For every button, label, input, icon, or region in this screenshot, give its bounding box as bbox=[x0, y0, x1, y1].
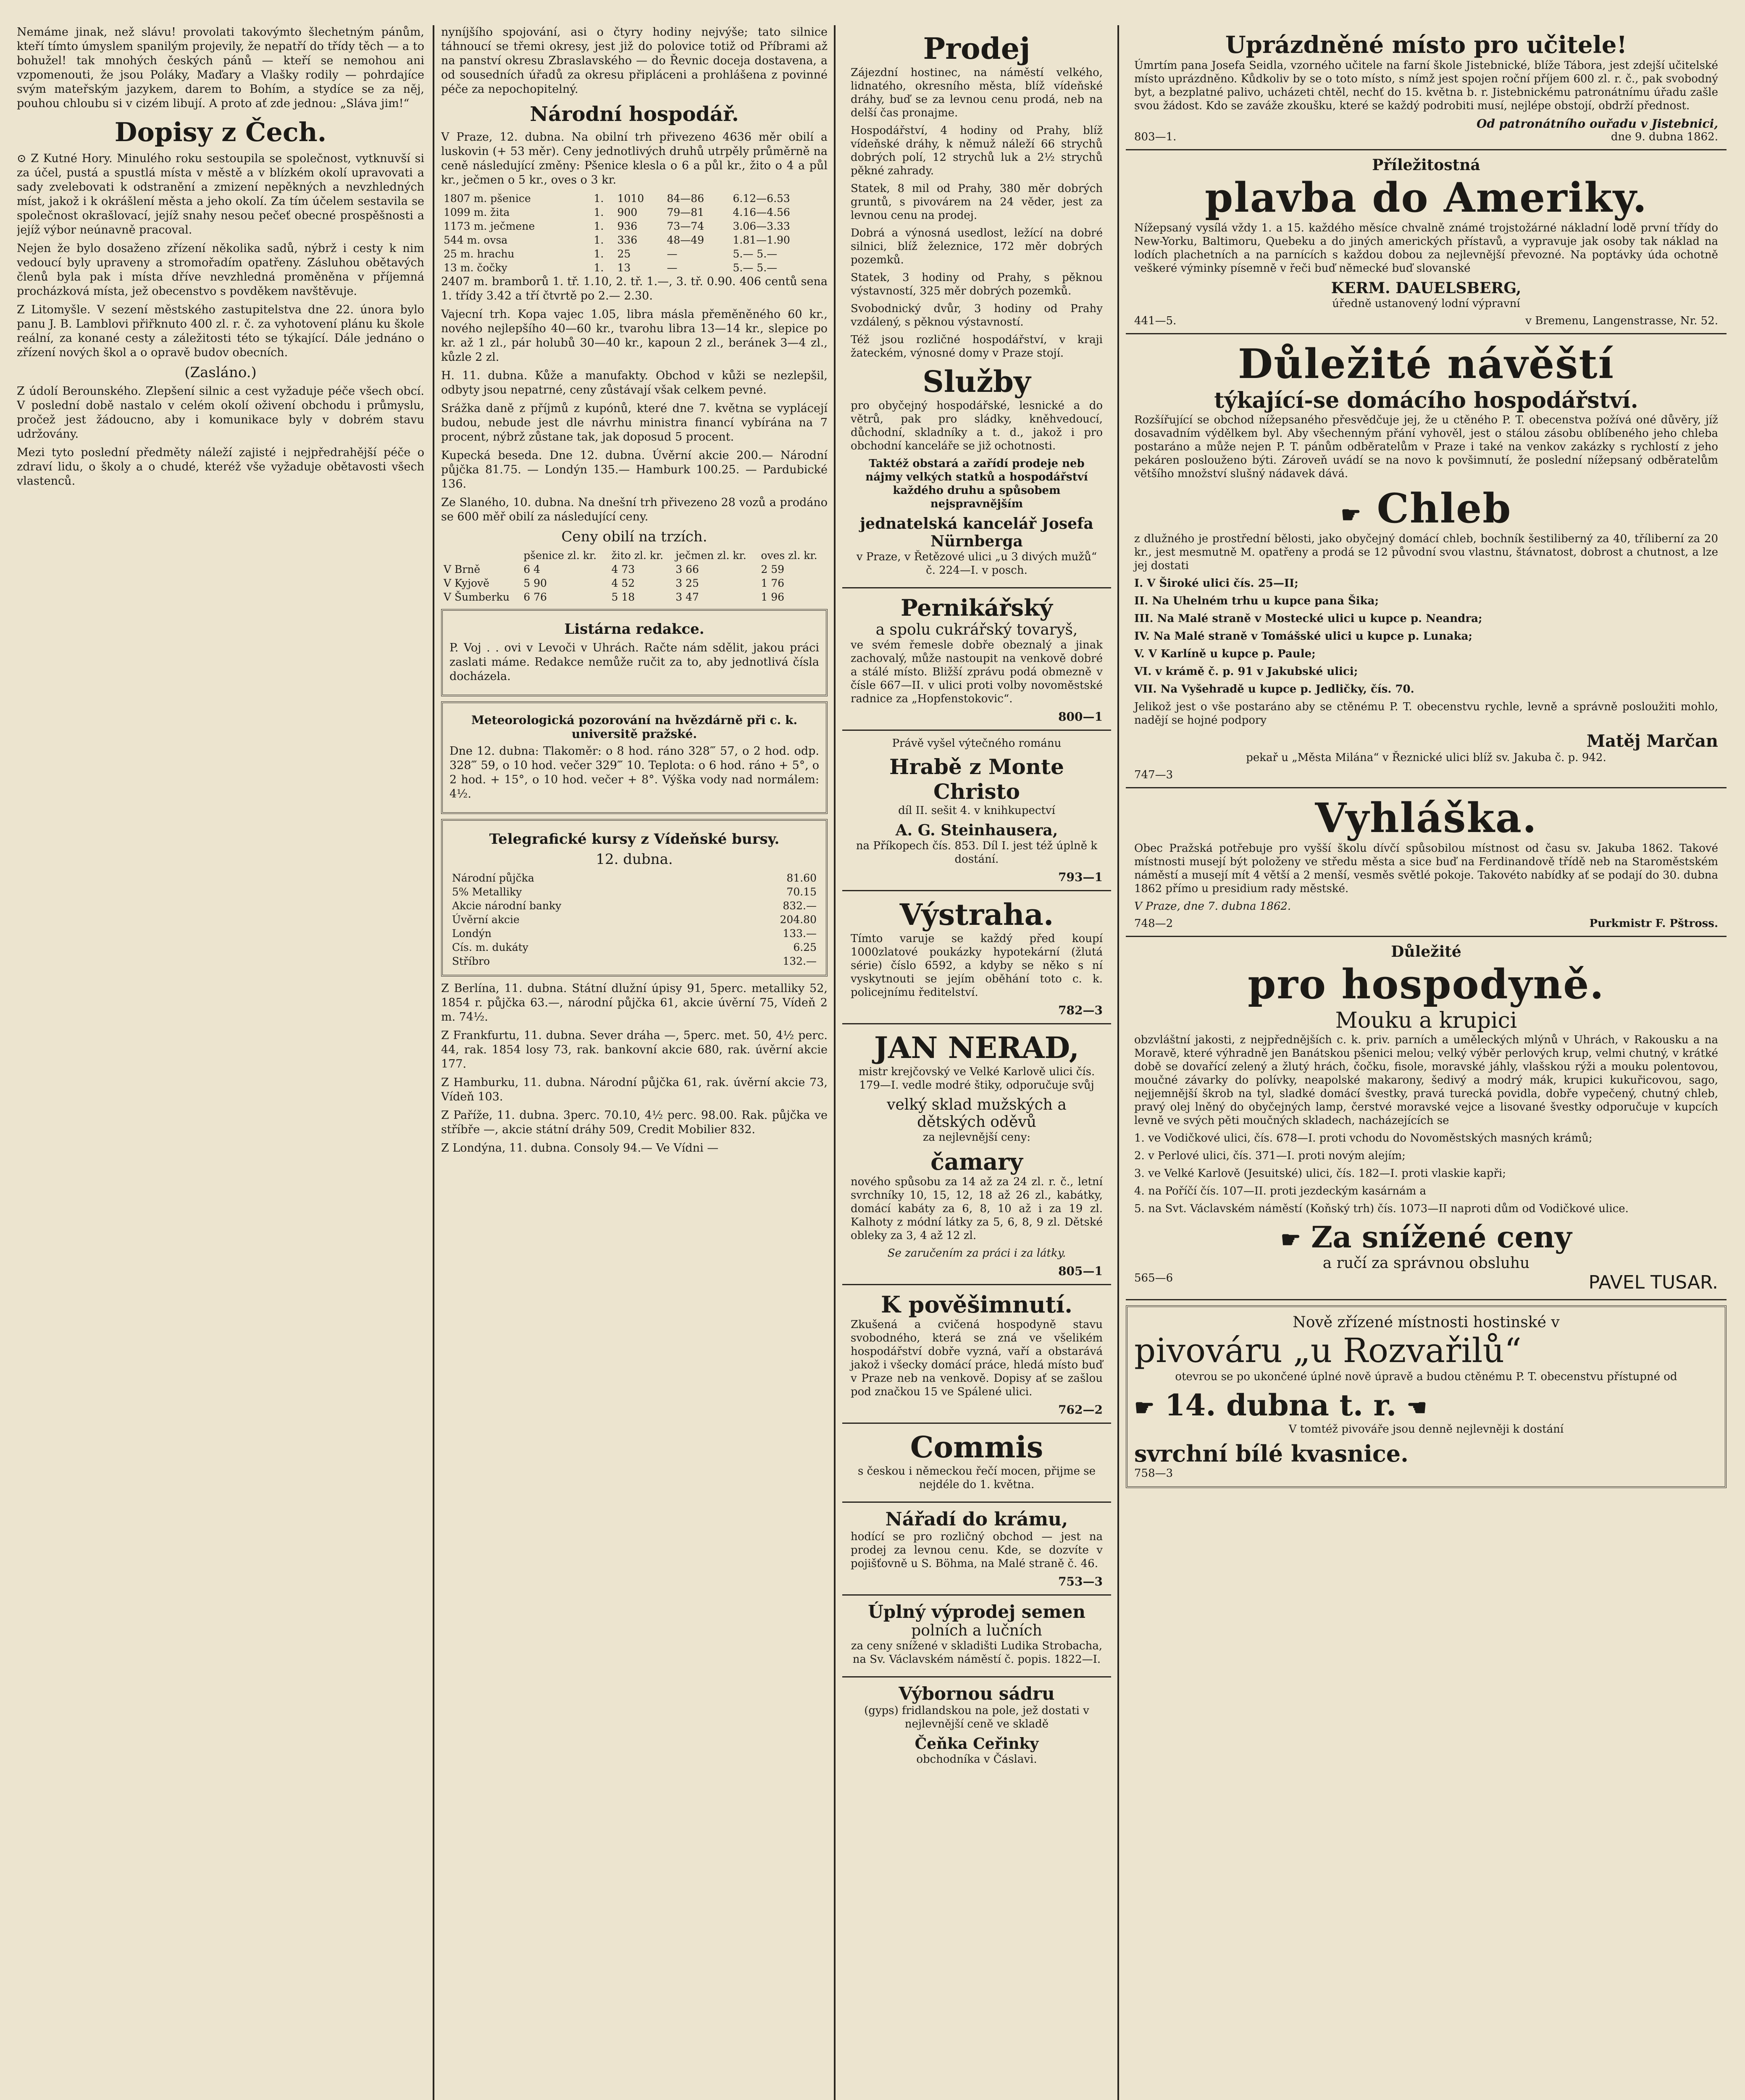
pointing-hand-icon: ☛ bbox=[1134, 1394, 1155, 1421]
ad-title: Nářadí do krámu, bbox=[885, 1509, 1068, 1530]
list-item: 1. ve Vodičkové ulici, čís. 678—I. proti vchodu do Novoměstských masných krámů; bbox=[1134, 1132, 1593, 1144]
ad-text: Jelikož jest o vše postaráno aby se ctěnému P. T. obecenstvu rychle, levně a správně posloužiti mohlo, nadějí se hojné podpory bbox=[1134, 701, 1718, 727]
ad-firm: PAVEL TUSAR. bbox=[1588, 1272, 1718, 1293]
ad-firm: Matěj Marčan bbox=[1586, 731, 1718, 751]
list-item: VII. Na Vyšehradě u kupce p. Jedličky, čís. 70. bbox=[1134, 683, 1414, 696]
ad-ucitel bbox=[1126, 25, 1727, 150]
ad-signature: Od patronátního ouřadu v Jistebnici, bbox=[1476, 117, 1718, 131]
table-header-row: pšenice zl. kr. žito zl. kr. ječmen zl. kr. oves zl. kr. bbox=[523, 549, 817, 562]
ad-item: Statek, 8 mil od Prahy, 380 měr dobrých gruntů, s pivovárem na 24 věder, jest za levnou cenu na prodej. bbox=[851, 182, 1103, 222]
table-row: V Brně 6 4 4 73 3 66 2 59 bbox=[444, 563, 785, 575]
column-3 bbox=[842, 25, 1111, 1776]
paragraph: Mezi tyto poslední předměty náleží zajisté i nejpředrahější péče o zdraví lidu, o školy a o chudé, kteréž vše vyžaduje obětavosti všech vlastenců. bbox=[17, 446, 424, 488]
table-row: Stříbro 132.— bbox=[452, 955, 817, 967]
paragraph: Srážka daně z příjmů z kupónů, které dne 7. května se vyplácejí budou, nebude jest dle návrhu ministra financí vybírána na 7 procent, nýbrž zůstane tak, jak doposud 5 procent. bbox=[441, 402, 828, 444]
ad-pretitle: Důležité bbox=[1391, 943, 1461, 961]
ad-footer bbox=[1134, 131, 1718, 143]
ad-number: 748—2 bbox=[1134, 917, 1173, 930]
ad-text: Taktéž obstará a zařídí prodeje neb nájmy velkých statků a hospodářství každého druhu a spůsobem nejspravnějším bbox=[865, 457, 1088, 510]
ad-address: pekař u „Města Milána“ v Řeznické ulici blíž sv. Jakuba č. p. 942. bbox=[1246, 751, 1606, 764]
list-item: I. V Široké ulici čís. 25—II; bbox=[1134, 577, 1298, 590]
ad-firm: A. G. Steinhausera, bbox=[895, 822, 1058, 839]
column-divider bbox=[433, 25, 434, 2100]
table-row: Úvěrní akcie 204.80 bbox=[452, 914, 817, 926]
ad-number: 753—3 bbox=[1058, 1575, 1103, 1588]
ad-footer bbox=[1134, 1272, 1718, 1293]
ad-title: Vyhláška. bbox=[1315, 794, 1537, 842]
ad-text: obzvláštní jakosti, z nejpřednějších c. k. priv. parních a uměleckých mlýnů v Uhrách, v Rakousku a na Moravě, které výhradně jen Banátskou pšenici melou; velký výběr perlových krup, velmi chutný, v krátké době se dovařící zelený a žlutý hrách, čočku, fisole, moravské jáhly, vlašskou rýži a mouku polentovou, moučné závarky do polívky, neapolské makarony, šedivý a modrý mák, krupici kukuřicovou, sago, nejjemnější škrob na tyl, sladké domácí švestky, pravá turecká povidla, dobře vypečený, chutný chleb, pravý olej lněný do obyčejných lamp, čerstvé moravské vejce a lisované švestky odporučuje v kupcích levně ve svých pěti moučných skladech, nacházejících se bbox=[1134, 1034, 1718, 1127]
foreign-report: Z Frankfurtu, 11. dubna. Sever dráha —, 5perc. met. 50, 4½ perc. 44, rak. 1854 losy 73, rak. bankovní akcie 680, rak. úvěrní akcie 177. bbox=[441, 1029, 828, 1071]
meteo-text: Dne 12. dubna: Tlakoměr: o 8 hod. ráno 328‴ 57, o 2 hod. odp. 328‴ 59, o 10 hod. večer 329‴ 10. Teplota: o 6 hod. ráno + 5°, o 2 hod. + 15°, o 10 hod. večer + 8°. Výška vody nad normálem: 4½. bbox=[449, 745, 819, 801]
foreign-report: Z Hamburku, 11. dubna. Národní půjčka 61, rak. úvěrní akcie 73, Vídeň 103. bbox=[441, 1076, 828, 1103]
ad-guarantee: Se zaručením za práci i za látky. bbox=[887, 1247, 1066, 1260]
ad-pretitle: Příležitostná bbox=[1372, 156, 1480, 174]
ad-number: 441—5. bbox=[1134, 315, 1177, 327]
list-item: V. V Karlíně u kupce p. Paule; bbox=[1134, 648, 1316, 660]
ad-item: Zájezdní hostinec, na náměstí velkého, lidnatého, okresního města, blíž vídeňské dráhy, buď se za levnou cenu prodá, neb na delší čas pronajme. bbox=[851, 66, 1103, 119]
column-4 bbox=[1126, 25, 1727, 1493]
ad-pretitle: Nově zřízené místnosti hostinské v bbox=[1293, 1314, 1560, 1331]
ad-pernikar bbox=[842, 588, 1111, 731]
ad-text: otevrou se po ukončené úplné nově úpravě a budou ctěnému P. T. obecenstvu přístupné od bbox=[1175, 1370, 1677, 1383]
intro-text: Nemáme jinak, než slávu! provolati takovýmto šlechetným pánům, kteří tímto úmyslem spanilým projevily, že nepatří do třídy těch — a to bohužel! tak mnohých českých pánů — kteří se nemohou ani vzpomenouti, že jsou Poláky, Maďary a Vlašky rodily — pohrdajíce svým mateřským jazykem, darem to Bohím, a stydíce se za něj, pouhou chloubu si v cizém libují. A proto ať zde jednou: „Sláva jim!“ bbox=[17, 26, 424, 110]
ad-address: obchodníka v Čáslavi. bbox=[916, 1753, 1037, 1766]
ad-item: Statek, 3 hodiny od Prahy, s pěknou výstavností, 325 měr dobrých pozemků. bbox=[851, 271, 1103, 297]
ad-text: z dlužného je prostřední bělosti, jako obyčejný domácí chleb, bochník šestiliberný za 40, tříliberní za 20 kr., jest mesmutně M. opatřeny a prodá se 12 původní svou vlastnu, štávnatost, dobrost a chutnost, a lze jej dostati bbox=[1134, 533, 1718, 572]
ad-title: Commis bbox=[910, 1430, 1043, 1465]
ad-number: 782—3 bbox=[1058, 1003, 1103, 1017]
listarna-text: P. Voj . . ovi v Levoči v Uhrách. Račte nám sdělit, jakou práci zaslati máme. Redakce nemůže ručit za to, aby jednotlivá čísla docházela. bbox=[449, 641, 819, 683]
list-item: III. Na Malé straně v Mostecké ulici u kupce p. Neandra; bbox=[1134, 612, 1482, 625]
market-table bbox=[441, 192, 828, 275]
ad-subtitle: polních a lučních bbox=[911, 1622, 1042, 1639]
ad-text: pro obyčejný hospodářské, lesnické a do větrů, pak pro sládky, kněhvedoucí, důchodní, skladníky a t. d., jakož i pro obchodní kanceláře se již ochotnosti. bbox=[851, 399, 1103, 452]
ad-naradi bbox=[842, 1503, 1111, 1596]
ad-firm: KERM. DAUELSBERG, bbox=[1331, 279, 1522, 297]
ad-text: díl II. sešit 4. v knihkupectví bbox=[898, 804, 1055, 817]
list-item: 3. ve Velké Karlově (Jesuitské) ulici, čís. 182—I. proti vlaskie kapři; bbox=[1134, 1167, 1506, 1180]
table-row: Akcie národní banky 832.— bbox=[452, 900, 817, 912]
ad-text: Nížepsaný vysílá vždy 1. a 15. každého měsíce chvalně známé trojstožárné nákladní lodě první třídy do New-Yorku, Baltimoru, Quebeku a do jiných amerických přístavů, a vypravuje jak osoby tak náklad na lodích plachetních a na parnících s každou dobou za nejlevnější převozné. Na poptávky úda ochotně veškeré výminky písemně v řeči buď německé buď slovanské bbox=[1134, 222, 1718, 275]
ad-vystraha bbox=[842, 891, 1111, 1024]
ad-text: Obec Pražská potřebuje pro vyšší školu dívčí spůsobilou místnost od času sv. Jakuba 1862. Takové místnosti musejí být položeny ve středu města a sice buď na Ferdinandově třídě neb na Staroměstském náměstí a musejí mít 4 větší a 2 menší, vesměs světlé pokoje. Takovéto nabídky ať se podají do 30. dubna 1862 přímo u presidium rady městské. bbox=[1134, 842, 1718, 895]
table-row: 5% Metalliky 70.15 bbox=[452, 886, 817, 898]
ad-text: nového spůsobu za 14 až za 24 zl. r. č., letní svrchníky 10, 15, 12, 18 až 26 zl., kabátky, domácí kabáty za 6, 8, 10 až i za 19 zl. Kalhoty z módní látky za 5, 6, 8, 9 zl. Dětské obleky za 3, 4 až 12 zl. bbox=[851, 1176, 1103, 1242]
ad-title: Výbornou sádru bbox=[899, 1683, 1055, 1704]
ad-subtitle: velký sklad mužských a dětských oděvů bbox=[887, 1096, 1067, 1131]
bourse-table bbox=[449, 871, 819, 968]
ad-amerika bbox=[1126, 150, 1727, 334]
market-intro: V Praze, 12. dubna. Na obilní trh přivezeno 4636 měr obilí a luskovin (+ 53 měr). Ceny jednotlivých druhů utrpěly průměrně na ceně následující změny: Pšenice klesla o 6 a půl kr., žito o 4 a půl kr., ječmen o 5 kr., oves o 3 kr. bbox=[441, 131, 828, 186]
ad-title: Uprázdněné místo pro učitele! bbox=[1225, 31, 1627, 59]
meteo-title: Meteorologická pozorování na hvězdárně při c. k. universitě pražské. bbox=[471, 713, 798, 741]
table-row: Národní půjčka 81.60 bbox=[452, 872, 817, 884]
ad-text: ve svém řemesle dobře obeznalý a jinak zachovalý, může nastoupit na venkově dobré a stálé místo. Bližší zprávu podá obmezně v čísle 667—II. v ulici proti volby novoměstské radnice za „Hopfenstokovic“. bbox=[851, 639, 1103, 705]
ad-highlight: svrchní bílé kvasnice. bbox=[1134, 1440, 1409, 1467]
table-row: V Šumberku 6 76 5 18 3 47 1 96 bbox=[444, 591, 785, 603]
ad-subtitle: úředně ustanovený lodní výpravní bbox=[1332, 297, 1520, 310]
ad-title: Výstraha. bbox=[899, 897, 1054, 932]
ad-subtitle: Mouku a krupici bbox=[1335, 1008, 1517, 1033]
ad-firm: jednatelská kancelář Josefa Nürnberga bbox=[860, 515, 1093, 550]
paragraph: Z údolí Berounského. Zlepšení silnic a cest vyžaduje péče všech obcí. V poslední době nastalo v celém okolí oživení obchodu i průmyslu, pročež jest žádoucno, aby i komunikace byly v dobrém stavu udržovány. bbox=[17, 385, 424, 441]
ad-title: JAN NERAD, bbox=[874, 1030, 1080, 1065]
section-title-narodni-hospodar: Národní hospodář. bbox=[530, 102, 739, 126]
table-row: 544 m. ovsa 1. 336 48—49 1.81—1.90 bbox=[444, 234, 790, 246]
ad-commis bbox=[842, 1424, 1111, 1503]
ad-item: Dobrá a výnosná usedlost, ležící na dobré silnici, blíž železnice, 172 měr dobrých pozemků. bbox=[851, 227, 1103, 266]
ad-slogan bbox=[1134, 1220, 1718, 1255]
column-divider bbox=[1117, 25, 1119, 2100]
zaslano-title: (Zasláno.) bbox=[184, 364, 257, 381]
ad-address: v Bremenu, Langenstrasse, Nr. 52. bbox=[1525, 315, 1718, 327]
ad-number: 565—6 bbox=[1134, 1272, 1173, 1284]
paragraph: Nejen že bylo dosaženo zřízení několika sadů, nýbrž i cesty k nim vedoucí byly upraveny a stromořadím opatřeny. Zásluhou obětavých členů byla pak i místa dříve nevzhledná proměněna v příjemná procházková místa, jež obecenstvo s povděkem navštěvuje. bbox=[17, 242, 424, 298]
column-1 bbox=[17, 25, 424, 493]
ad-title: pivováru „u Rozvařilů“ bbox=[1134, 1331, 1522, 1370]
ad-text: s českou i německou řečí mocen, přijme se nejdéle do 1. května. bbox=[857, 1465, 1096, 1491]
bourse-date: 12. dubna. bbox=[596, 851, 673, 868]
ad-title: K pověšimnutí. bbox=[880, 1291, 1073, 1318]
ad-vyhlaska bbox=[1126, 788, 1727, 937]
intro-text: nyníjšího spojování, asi o čtyry hodiny nejvýše; tato silnice táhnoucí se třemi okresy, jest již do polovice totiž od Příbrami až na panství okresu Zbraslavského — do Řevnic doceja dostavena, a od sousedních úřadů za okresu připláceni a prohlášena z povinné péče za nepochopitelný. bbox=[441, 26, 828, 96]
ad-number: 747—3 bbox=[1134, 769, 1173, 781]
paragraph: Vajecní trh. Kopa vajec 1.05, libra másla přeměněného 60 kr., nového nejlepšího 40—60 kr., tvarohu libra 13—14 kr., slepice po kr. až 1 zl., pár holubů 30—40 kr., kapoun 2 zl., beránek 3—4 zl., kůzle 2 zl. bbox=[441, 308, 828, 364]
ad-pivovar bbox=[1126, 1305, 1727, 1488]
ad-hospodyne bbox=[1126, 937, 1727, 1300]
ad-text: za nejlevnější ceny: bbox=[922, 1131, 1031, 1144]
ad-title: Prodej bbox=[923, 31, 1030, 66]
paragraph: Kupecká beseda. Dne 12. dubna. Úvěrní akcie 200.— Národní půjčka 81.75. — Londýn 135.— Hamburk 100.25. — Pardubické 136. bbox=[441, 449, 828, 491]
ad-subtitle: a spolu cukrářský tovaryš, bbox=[875, 621, 1078, 638]
grain-prices-title: Ceny obilí na trzích. bbox=[561, 528, 707, 545]
ad-title: Hrabě z Monte Christo bbox=[889, 754, 1064, 804]
list-item: 5. na Svt. Václavském náměstí (Koňský trh) čís. 1073—II naproti dům od Vodičkové ulice. bbox=[1134, 1202, 1629, 1215]
ad-text: Rozšířující se obchod nížepsaného přesvědčuje jej, že u ctěného P. T. obecenstva požívá oné důvěry, jíž dosavadním výdělkem byl. Aby všechenným přání vyhověl, jest o stálou zásobu oblíbeného jeho chleba postaráno a může nejen P. T. pánům odběratelům v Praze i také na venkov zakázky s rychlostí z jeho pekáren poslouženo býti. Zároveň uvádí se na novo k povšimnutí, že poslední nížepsaný odběratelům většího množství slušný nádavek dává. bbox=[1134, 414, 1718, 480]
ad-title: plavba do Ameriky. bbox=[1205, 174, 1648, 221]
ad-item: Též jsou rozličné hospodářství, v kraji žateckém, výnosné domy v Praze stojí. bbox=[851, 333, 1103, 360]
ad-vyprodej bbox=[842, 1596, 1111, 1677]
ad-text: mistr krejčovský ve Velké Karlově ulici čís. 179—I. vedle modré štiky, odporučuje svůj bbox=[858, 1066, 1095, 1092]
ad-title: Pernikářský bbox=[901, 594, 1053, 621]
ad-title: Důležité návěští bbox=[1238, 340, 1615, 388]
foreign-report: Z Paříže, 11. dubna. 3perc. 70.10, 4½ perc. 98.00. Rak. půjčka ve stříbře —, akcie státní dráhy 509, Credit Mobilier 832. bbox=[441, 1109, 828, 1136]
table-row: 1173 m. ječmene 1. 936 73—74 3.06—3.33 bbox=[444, 220, 790, 232]
ad-date: dne 9. dubna 1862. bbox=[1611, 131, 1718, 143]
ad-text: za ceny snížené v skladišti Ludika Strobacha, na Sv. Václavském náměstí č. popis. 1822—I. bbox=[851, 1640, 1103, 1666]
ad-number: 758—3 bbox=[1134, 1467, 1173, 1480]
ad-address: na Příkopech čís. 853. Díl I. jest též úplně k dostání. bbox=[856, 840, 1098, 866]
table-row: 1807 m. pšenice 1. 1010 84—86 6.12—6.53 bbox=[444, 192, 790, 205]
pointing-hand-icon: ☛ bbox=[1280, 1226, 1301, 1253]
ad-sadra bbox=[842, 1677, 1111, 1776]
section-title-dopisy: Dopisy z Čech. bbox=[114, 117, 327, 147]
ad-footer bbox=[1134, 917, 1718, 930]
ad-jan-nerad bbox=[842, 1024, 1111, 1285]
ad-number: 800—1 bbox=[1058, 710, 1103, 724]
foreign-report: Z Londýna, 11. dubna. Consoly 94.— Ve Vídni — bbox=[441, 1142, 719, 1155]
paragraph: Z Litomyšle. V sezení městského zastupitelstva dne 22. února bylo panu J. B. Lamblovi přiřknuto 400 zl. r. č. za vyhotovení plánu ku škole reální, za konané cesty a záležitosti této se týkající. Dále jednáno o zřízení nových škol a o opravě budov obecních. bbox=[17, 303, 424, 359]
table-row: Londýn 133.— bbox=[452, 927, 817, 940]
table-row: V Kyjově 5 90 4 52 3 25 1 76 bbox=[444, 577, 785, 589]
ad-title: Úplný výprodej semen bbox=[868, 1601, 1085, 1622]
chleb-title: Chleb bbox=[1377, 485, 1512, 532]
ad-slogan-sub: a ručí za správnou obsluhu bbox=[1322, 1255, 1530, 1272]
slogan-text: Za snížené ceny bbox=[1311, 1220, 1572, 1255]
ad-chleb bbox=[1126, 334, 1727, 788]
ad-text: Tímto varuje se každý před koupí 1000zlatové poukázky hypotekární (žlutá série) číslo 6592, a kdyby se něko s ní vyskytnouti se jejím oběhání toto c. k. policejnímu ředitelství. bbox=[851, 932, 1103, 999]
ad-number: 762—2 bbox=[1058, 1403, 1103, 1417]
ad-monte-christo bbox=[842, 731, 1111, 891]
listarna-title: Listárna redakce. bbox=[564, 621, 704, 638]
ad-subtitle: týkající-se domácího hospodářství. bbox=[1214, 388, 1638, 413]
ad-number: 805—1 bbox=[1058, 1264, 1103, 1278]
market-after: 2407 m. bramborů 1. tř. 1.10, 2. tř. 1.—, 3. tř. 0.90. 406 centů sena 1. třídy 3.42 a tří čtvrtě po 2.— 2.30. bbox=[441, 275, 828, 302]
ad-title: pro hospodyně. bbox=[1248, 961, 1605, 1008]
paragraph: Ze Slaného, 10. dubna. Na dnešní trh přivezeno 28 vozů a prodáno se 600 měř obilí za následující ceny. bbox=[441, 496, 828, 523]
ad-number: 803—1. bbox=[1134, 131, 1177, 143]
meteo-box bbox=[441, 701, 828, 814]
pointing-hand-icon: ☛ bbox=[1340, 501, 1362, 528]
ad-prodej bbox=[842, 25, 1111, 588]
list-item: 4. na Poříčí čís. 107—II. proti jezdeckým kasárnám a bbox=[1134, 1185, 1427, 1197]
list-item: II. Na Uhelném trhu u kupce pana Šika; bbox=[1134, 595, 1379, 607]
table-row: Cís. m. dukáty 6.25 bbox=[452, 941, 817, 953]
table-row: 1099 m. žita 1. 900 79—81 4.16—4.56 bbox=[444, 206, 790, 218]
list-item: IV. Na Malé straně v Tomášské ulici u kupce p. Lunaka; bbox=[1134, 630, 1473, 643]
paragraph: H. 11. dubna. Kůže a manufakty. Obchod v kůži se nezlepšil, odbyty jsou nepatrné, ceny zůstávají však celkem pevné. bbox=[441, 369, 828, 396]
ad-pretitle: Právě vyšel výtečného románu bbox=[892, 737, 1062, 750]
ad-item: Hospodářství, 4 hodiny od Prahy, blíž vídeňské dráhy, k němuž náleží 66 strychů dobrých polí, 12 strychů luk a 2½ strychů pěkné zahrady. bbox=[851, 124, 1103, 177]
ad-signature: Purkmistr F. Pštross. bbox=[1589, 917, 1718, 930]
ad-item: Svobodnický dvůr, 3 hodiny od Prahy vzdálený, s pěknou výstavností. bbox=[851, 302, 1103, 328]
ad-footer bbox=[1134, 315, 1718, 327]
paragraph-list bbox=[17, 152, 424, 488]
ad-text: Úmrtím pana Josefa Seidla, vzorného učitele na farní škole Jistebnické, blíže Tábora, jest zdejší učitelské místo uprázdněno. Kůdkoliv by se o toto místo, s nímž jest spojen roční příjem 600 zl. r. č., pak svobodný byt, a bezplatné palivo, ucházeti chtěl, nechť do 15. května b. r. Jistebnickému patronátnímu úřadu zašle svou žádost. Kdo se zaváže zkoušku, které se každý podrobiti musí, nejlépe obstojí, obdrží přednost. bbox=[1134, 59, 1718, 112]
column-2 bbox=[441, 25, 828, 1160]
list-item: 2. v Perlové ulici, čís. 371—I. proti novým alejím; bbox=[1134, 1150, 1406, 1162]
ad-text: (gyps) fridlandskou na pole, jež dostati v nejlevnější ceně ve skladě bbox=[864, 1704, 1089, 1730]
ad-place: V Praze, dne 7. dubna 1862. bbox=[1134, 900, 1291, 913]
foreign-report: Z Berlína, 11. dubna. Státní dlužní úpisy 91, 5perc. metalliky 52, 1854 r. půjčka 63.—, národní půjčka 61, akcie úvěrní 75, Vídeň 2 m. 74½. bbox=[441, 982, 828, 1024]
grain-prices-table bbox=[441, 549, 828, 604]
ad-text: V tomtéž pivováře jsou denně nejlevněji k dostání bbox=[1288, 1423, 1564, 1436]
pointing-hand-icon: ☚ bbox=[1406, 1394, 1427, 1421]
bourse-box bbox=[441, 819, 828, 976]
ad-text: hodící se pro rozličný obchod — jest na prodej za levnou cenu. Kde, se dozvíte v pojišťovně u S. Böhma, na Malé straně č. 46. bbox=[851, 1530, 1103, 1570]
date-text: 14. dubna t. r. bbox=[1164, 1388, 1397, 1423]
ad-povsimnuti bbox=[842, 1285, 1111, 1424]
ad-highlight bbox=[1134, 485, 1718, 532]
ad-date bbox=[1134, 1388, 1718, 1423]
ad-number: 793—1 bbox=[1058, 870, 1103, 884]
list-item: VI. v krámě č. p. 91 v Jakubské ulici; bbox=[1134, 665, 1358, 678]
paragraph: ⊙ Z Kutné Hory. Minulého roku sestoupila se společnost, vytknuvší si za účel, pustá a spustlá místa v městě a v blízkém okolí upravovati a sady zvelebovati k odstranění a zmizení nepěkných a nevzhledných míst, jakož i k okrášlení města a jeho okolí. Za tím účelem sestavila se společnost okrašlovací, jejíž snahy nesou pečeť obecné prospěšnosti a jejíž výbor neúnavně pracoval. bbox=[17, 152, 424, 236]
table-row: 25 m. hrachu 1. 25 — 5.— 5.— bbox=[444, 248, 778, 260]
ad-firm: Čeňka Ceřinky bbox=[915, 1735, 1039, 1753]
ad-address: v Praze, v Řetězové ulici „u 3 divých mužů“ č. 224—I. v posch. bbox=[856, 551, 1097, 577]
ad-text: Zkušená a cvičená hospodyně stavu svobodného, která se zná ve všelikém hospodářství dobře vyzná, vaří a obstarává jakož i všecky domácí práce, hledá místo buď v Praze neb na venkově. Dopisy ať se zašlou pod značkou 15 ve Spálené ulici. bbox=[851, 1318, 1103, 1398]
column-divider bbox=[834, 25, 836, 2100]
ad-highlight: čamary bbox=[930, 1148, 1023, 1175]
table-row: 13 m. čočky 1. 13 — 5.— 5.— bbox=[444, 262, 778, 274]
listarna-box bbox=[441, 609, 828, 696]
bourse-title: Telegrafické kursy z Vídeňské bursy. bbox=[489, 831, 780, 848]
ad-title: Služby bbox=[922, 364, 1031, 399]
